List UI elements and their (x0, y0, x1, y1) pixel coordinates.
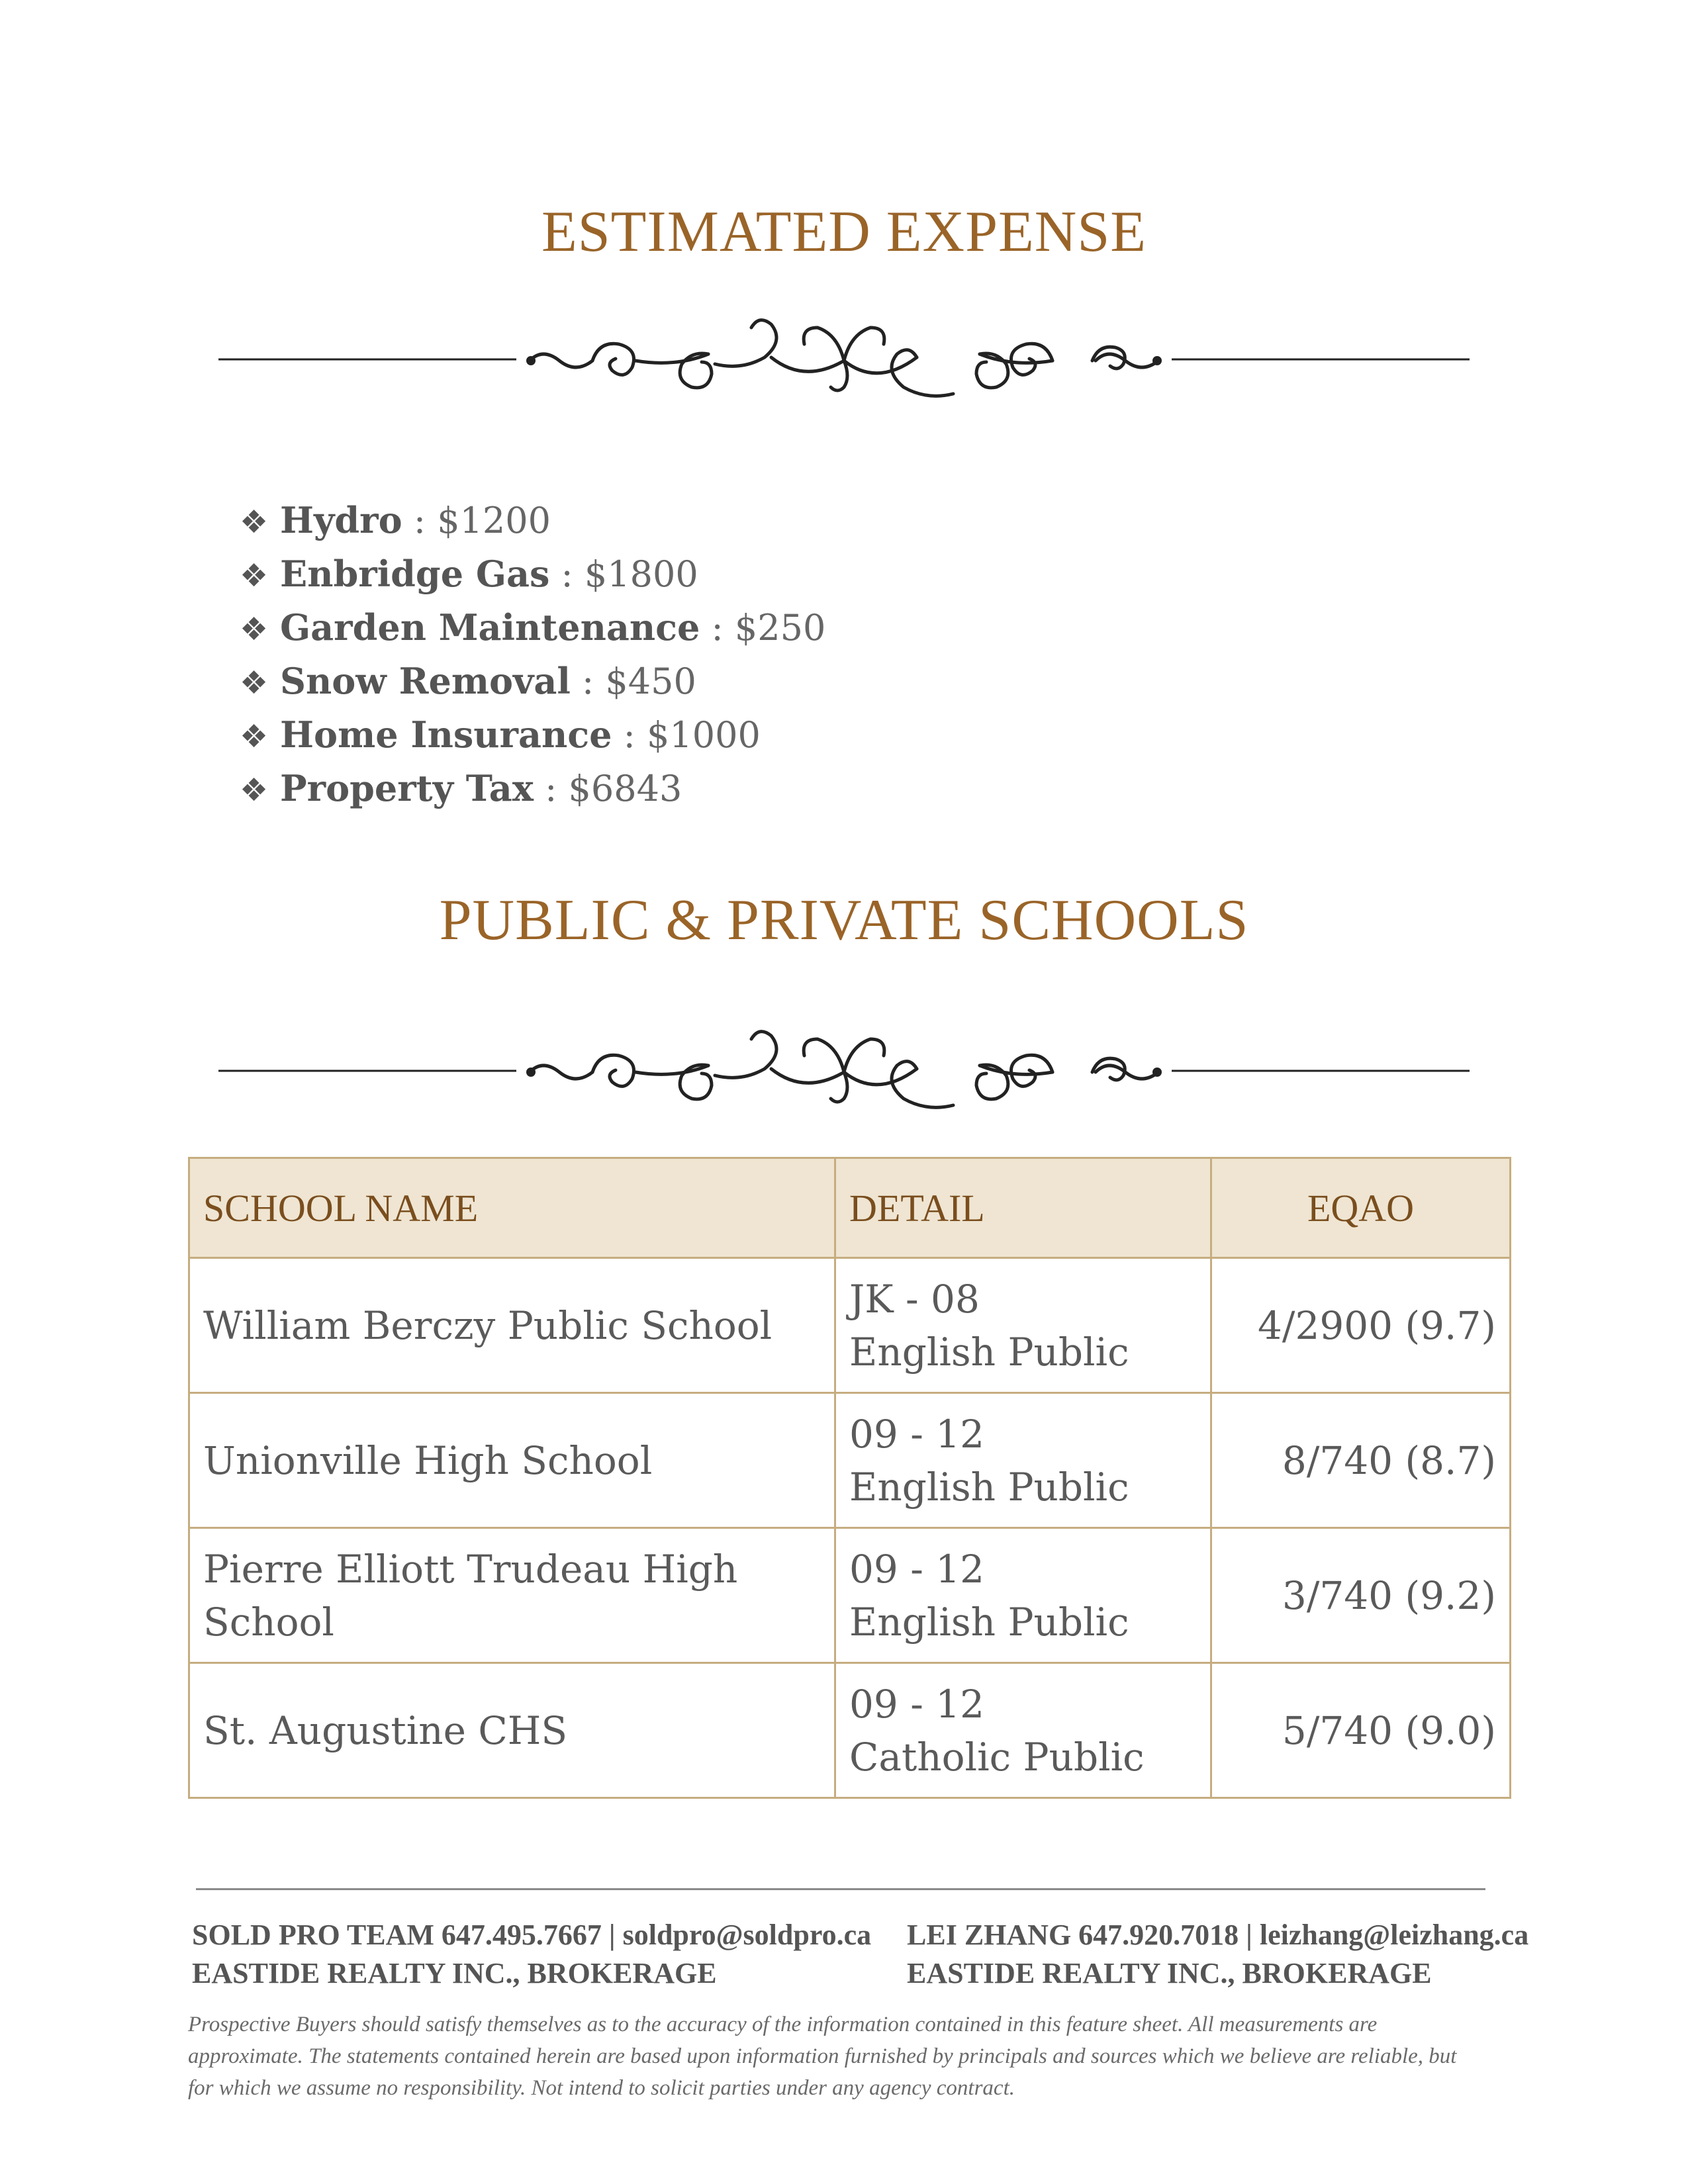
expense-value: $1800 (584, 553, 698, 595)
school-type: English Public (849, 1329, 1129, 1375)
table-header-row (189, 1158, 1511, 1258)
contact-left-brokerage: EASTIDE REALTY INC., BROKERAGE (192, 1957, 717, 1989)
diamond-bullet-icon: ❖ (240, 772, 269, 809)
table-row (189, 1258, 1511, 1393)
expense-list (240, 494, 825, 815)
expense-value: $6843 (568, 768, 682, 809)
diamond-bullet-icon: ❖ (240, 664, 269, 702)
ornamental-divider-icon (212, 1026, 1476, 1132)
schools-table (188, 1157, 1511, 1799)
diamond-bullet-icon: ❖ (240, 611, 269, 648)
expense-label: Snow Removal (280, 660, 571, 702)
school-type: English Public (849, 1464, 1129, 1510)
schools-title: PUBLIC & PRIVATE SCHOOLS (439, 888, 1249, 952)
school-detail-cell (835, 1393, 1211, 1528)
contact-right-line1: LEI ZHANG 647.920.7018 | leizhang@leizhang.ca (907, 1919, 1529, 1951)
expense-label: Home Insurance (280, 713, 612, 756)
school-name-cell: Unionville High School (189, 1393, 835, 1528)
expense-label: Garden Maintenance (280, 606, 700, 649)
expense-separator: : (700, 607, 735, 649)
school-eqao-cell: 8/740 (8.7) (1211, 1393, 1511, 1528)
school-name-cell: St. Augustine CHS (189, 1663, 835, 1798)
expense-separator: : (402, 500, 438, 541)
expense-item-enbridge-gas (240, 547, 825, 601)
expense-label: Property Tax (280, 767, 534, 809)
diamond-bullet-icon: ❖ (240, 718, 269, 755)
school-eqao-cell: 3/740 (9.2) (1211, 1528, 1511, 1663)
school-grades: 09 - 12 (849, 1411, 985, 1457)
school-detail-cell (835, 1528, 1211, 1663)
school-detail-cell (835, 1663, 1211, 1798)
column-header-detail: DETAIL (835, 1158, 1211, 1258)
school-detail-cell (835, 1258, 1211, 1393)
expense-separator: : (549, 553, 585, 595)
expense-title: ESTIMATED EXPENSE (541, 200, 1147, 264)
contact-left-line1: SOLD PRO TEAM 647.495.7667 | soldpro@soldpro.ca (192, 1919, 872, 1951)
expense-item-property-tax (240, 762, 825, 815)
contact-right-brokerage: EASTIDE REALTY INC., BROKERAGE (907, 1957, 1432, 1989)
school-type: English Public (849, 1599, 1129, 1645)
expense-item-home-insurance (240, 708, 825, 762)
table-row (189, 1663, 1511, 1798)
expense-label: Enbridge Gas (280, 553, 550, 595)
expense-separator: : (612, 714, 647, 756)
expense-value: $450 (605, 660, 696, 702)
footer-divider (196, 1888, 1485, 1890)
expense-item-snow-removal (240, 655, 825, 708)
table-row (189, 1393, 1511, 1528)
diamond-bullet-icon: ❖ (240, 557, 269, 594)
column-header-school-name: SCHOOL NAME (189, 1158, 835, 1258)
school-name-cell: Pierre Elliott Trudeau High School (189, 1528, 835, 1663)
expense-separator: : (570, 660, 606, 702)
contact-block-left (192, 1916, 871, 1993)
expense-item-garden-maintenance (240, 601, 825, 655)
school-name-cell: William Berczy Public School (189, 1258, 835, 1393)
disclaimer: Prospective Buyers should satisfy themselves as to the accuracy of the information contained in this feature sheet. All measurements are approximate. The statements contained herein are based upon information furnished by principals and sources which we believe are reliable, but for which we assume no responsibility. Not intend to solicit parties under any agency contract. (188, 2013, 1457, 2100)
expense-value: $250 (734, 607, 826, 649)
diamond-bullet-icon: ❖ (240, 504, 269, 541)
expense-label: Hydro (280, 499, 402, 541)
contact-block-right (907, 1916, 1528, 1993)
expense-item-hydro (240, 494, 825, 547)
table-row (189, 1528, 1511, 1663)
school-grades: JK - 08 (849, 1276, 980, 1322)
school-type: Catholic Public (849, 1734, 1145, 1780)
school-grades: 09 - 12 (849, 1546, 985, 1592)
school-eqao-cell: 5/740 (9.0) (1211, 1663, 1511, 1798)
expense-value: $1000 (647, 714, 761, 756)
ornamental-divider-icon (212, 314, 1476, 420)
column-header-eqao: EQAO (1211, 1158, 1511, 1258)
expense-value: $1200 (437, 500, 551, 541)
school-eqao-cell: 4/2900 (9.7) (1211, 1258, 1511, 1393)
school-grades: 09 - 12 (849, 1681, 985, 1727)
expense-separator: : (534, 768, 569, 809)
